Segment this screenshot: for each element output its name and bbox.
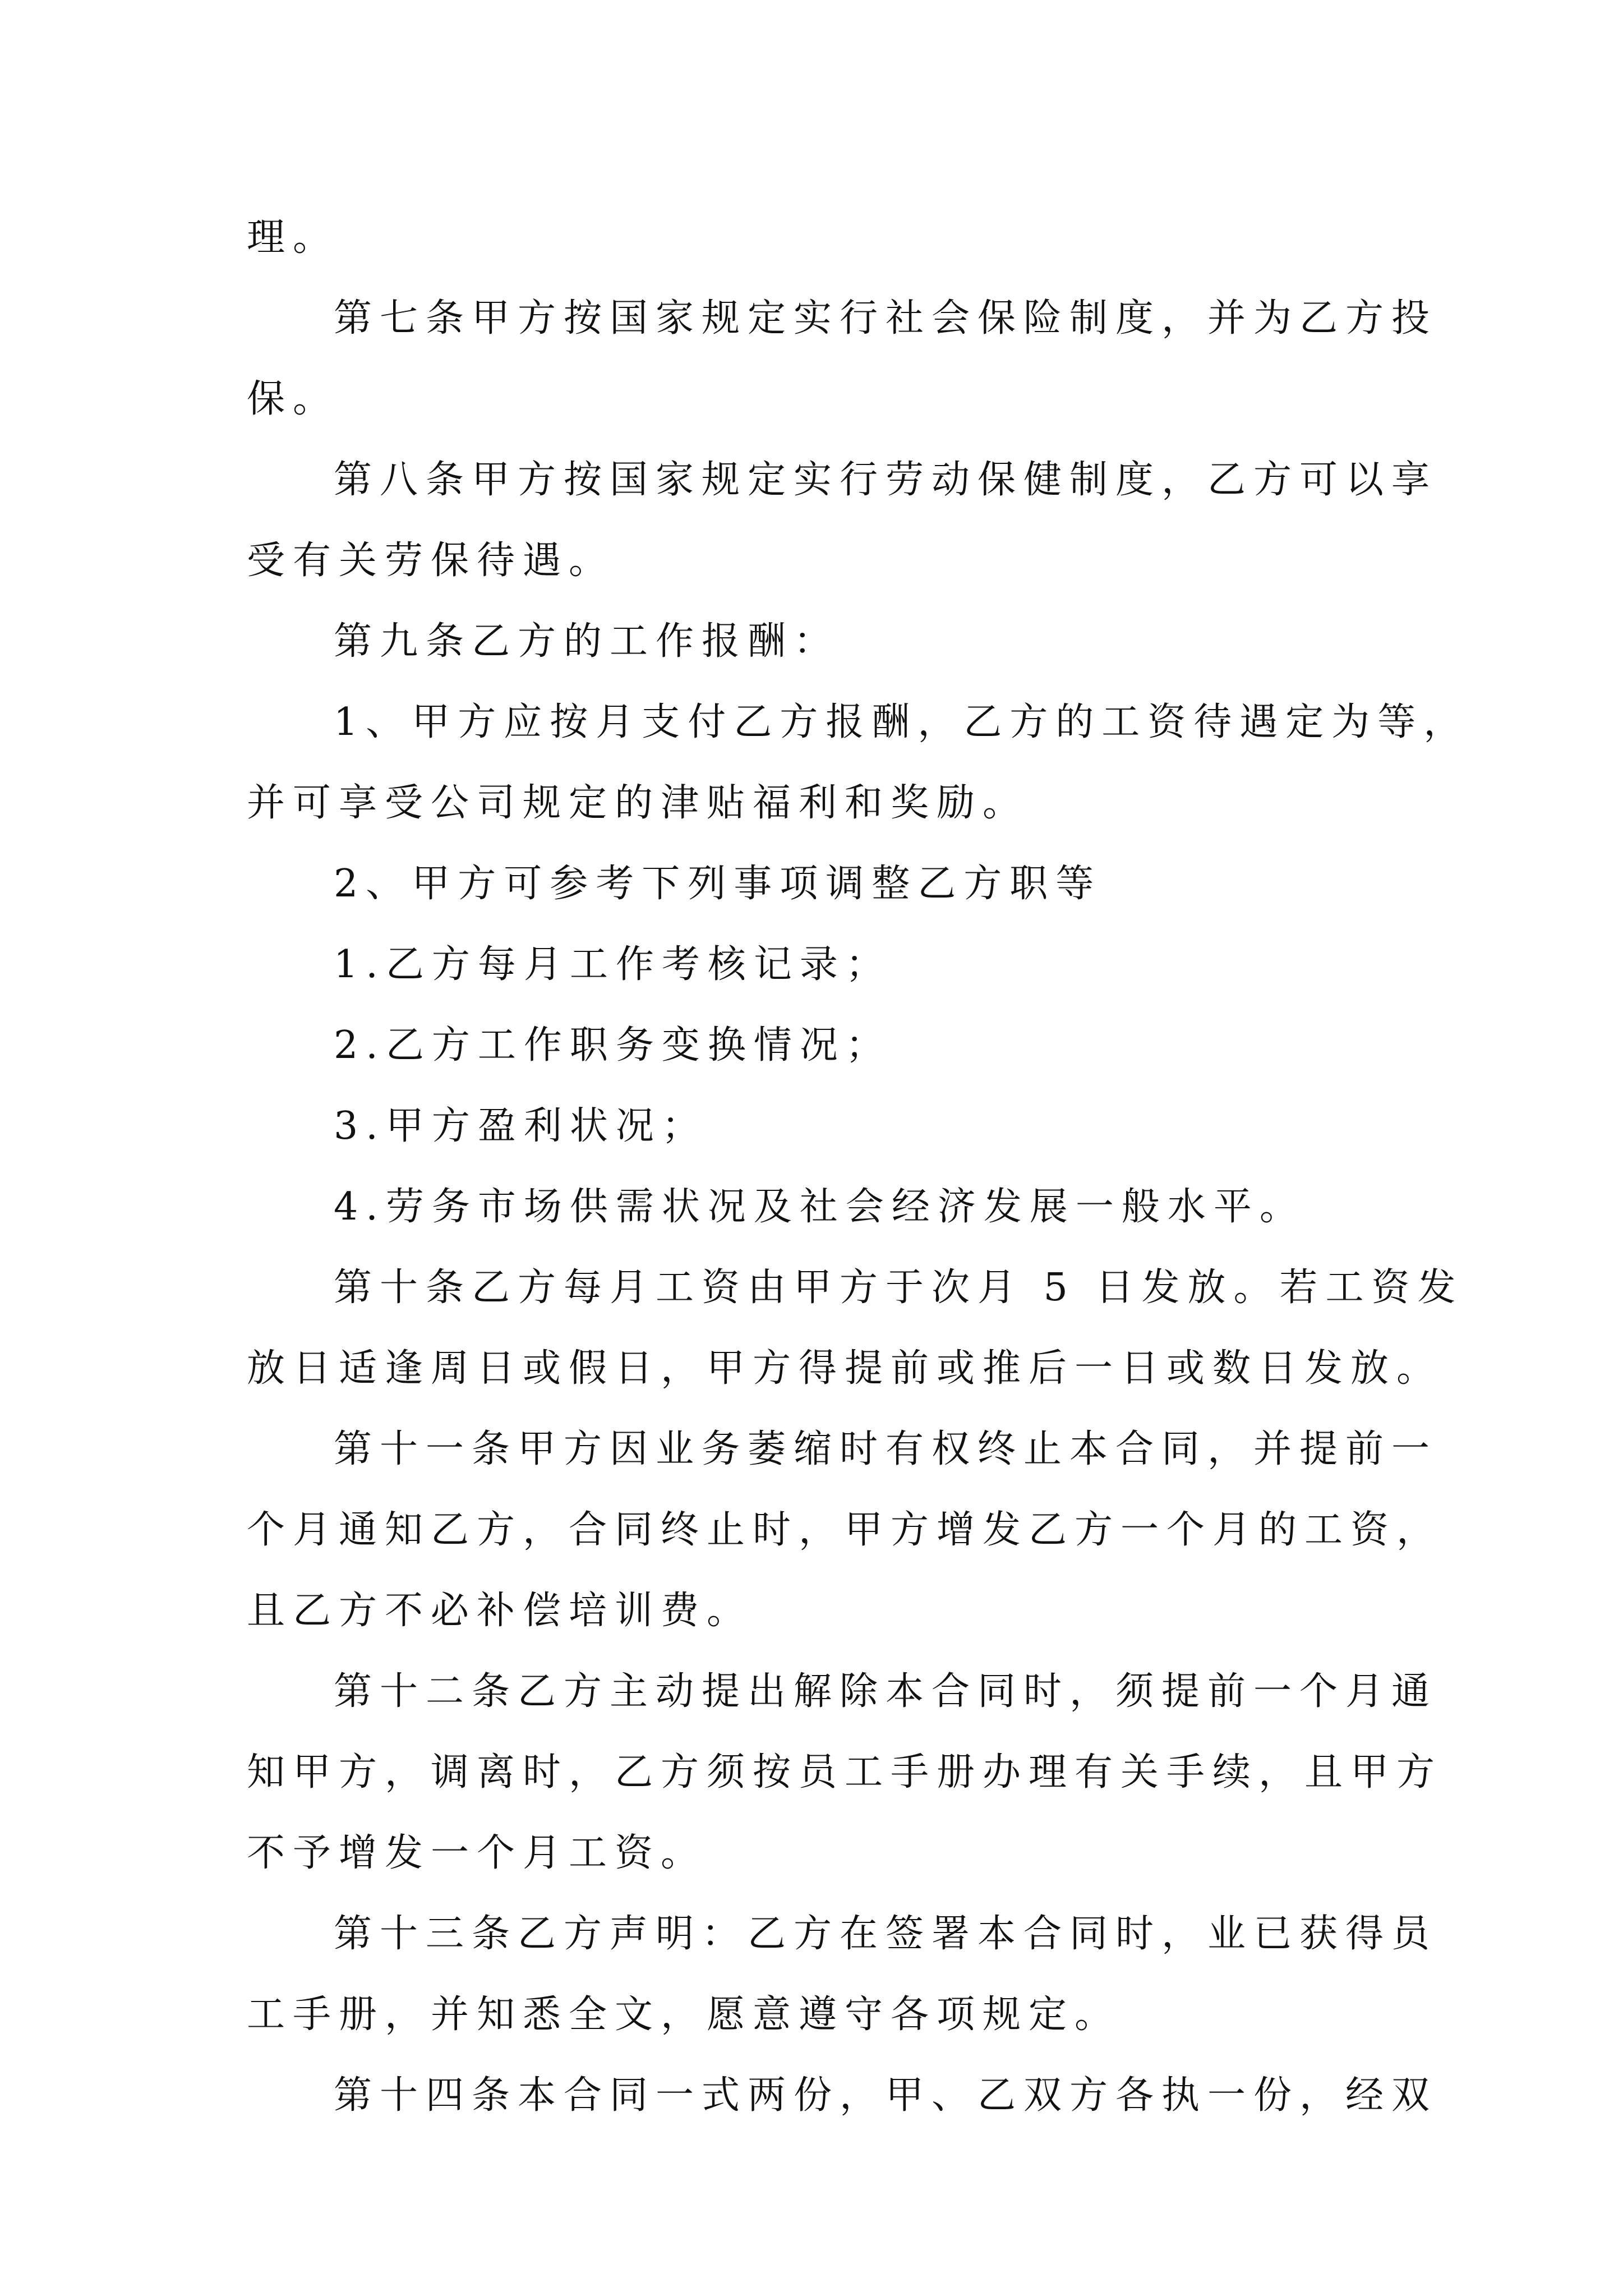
text-line: 第九条乙方的工作报酬：: [334, 619, 840, 664]
text-line: 2、甲方可参考下列事项调整乙方职等: [334, 862, 1102, 906]
text-line: 不予增发一个月工资。: [247, 1831, 707, 1875]
text-line: 4.劳务市场供需状况及社会经济发展一般水平。: [334, 1185, 1306, 1229]
text-line: 1.乙方每月工作考核记录；: [334, 942, 892, 987]
document-body: [247, 197, 1470, 2136]
text-line: 受有关劳保待遇。: [247, 539, 615, 583]
text-line: 第十三条乙方声明：乙方在签署本合同时，业已获得员: [334, 1912, 1438, 1956]
text-line: 第七条甲方按国家规定实行社会保险制度，并为乙方投: [334, 296, 1438, 341]
text-line: 第八条甲方按国家规定实行劳动保健制度，乙方可以享: [334, 458, 1438, 502]
text-line: 第十四条本合同一式两份，甲、乙双方各执一份，经双: [334, 2073, 1438, 2118]
text-line: 第十二条乙方主动提出解除本合同时，须提前一个月通: [334, 1669, 1438, 1714]
text-line: 并可享受公司规定的津贴福利和奖励。: [247, 781, 1029, 825]
text-line: 1、甲方应按月支付乙方报酬，乙方的工资待遇定为等，: [334, 700, 1470, 744]
text-line: 个月通知乙方，合同终止时，甲方增发乙方一个月的工资，: [247, 1508, 1443, 1552]
text-line: 知甲方，调离时，乙方须按员工手册办理有关手续，且甲方: [247, 1750, 1443, 1795]
text-line: 第十一条甲方因业务萎缩时有权终止本合同，并提前一: [334, 1427, 1438, 1471]
text-line: 理。: [247, 215, 339, 260]
text-line: 工手册，并知悉全文，愿意遵守各项规定。: [247, 1993, 1121, 2037]
text-line: 第十条乙方每月工资由甲方于次月 5 日发放。若工资发: [334, 1266, 1464, 1310]
text-line: 2.乙方工作职务变换情况；: [334, 1023, 892, 1068]
text-line: 保。: [247, 377, 339, 421]
text-line: 放日适逢周日或假日，甲方得提前或推后一日或数日发放。: [247, 1346, 1443, 1391]
text-line: 且乙方不必补偿培训费。: [247, 1589, 753, 1633]
text-line: 3.甲方盈利状况；: [334, 1104, 708, 1148]
